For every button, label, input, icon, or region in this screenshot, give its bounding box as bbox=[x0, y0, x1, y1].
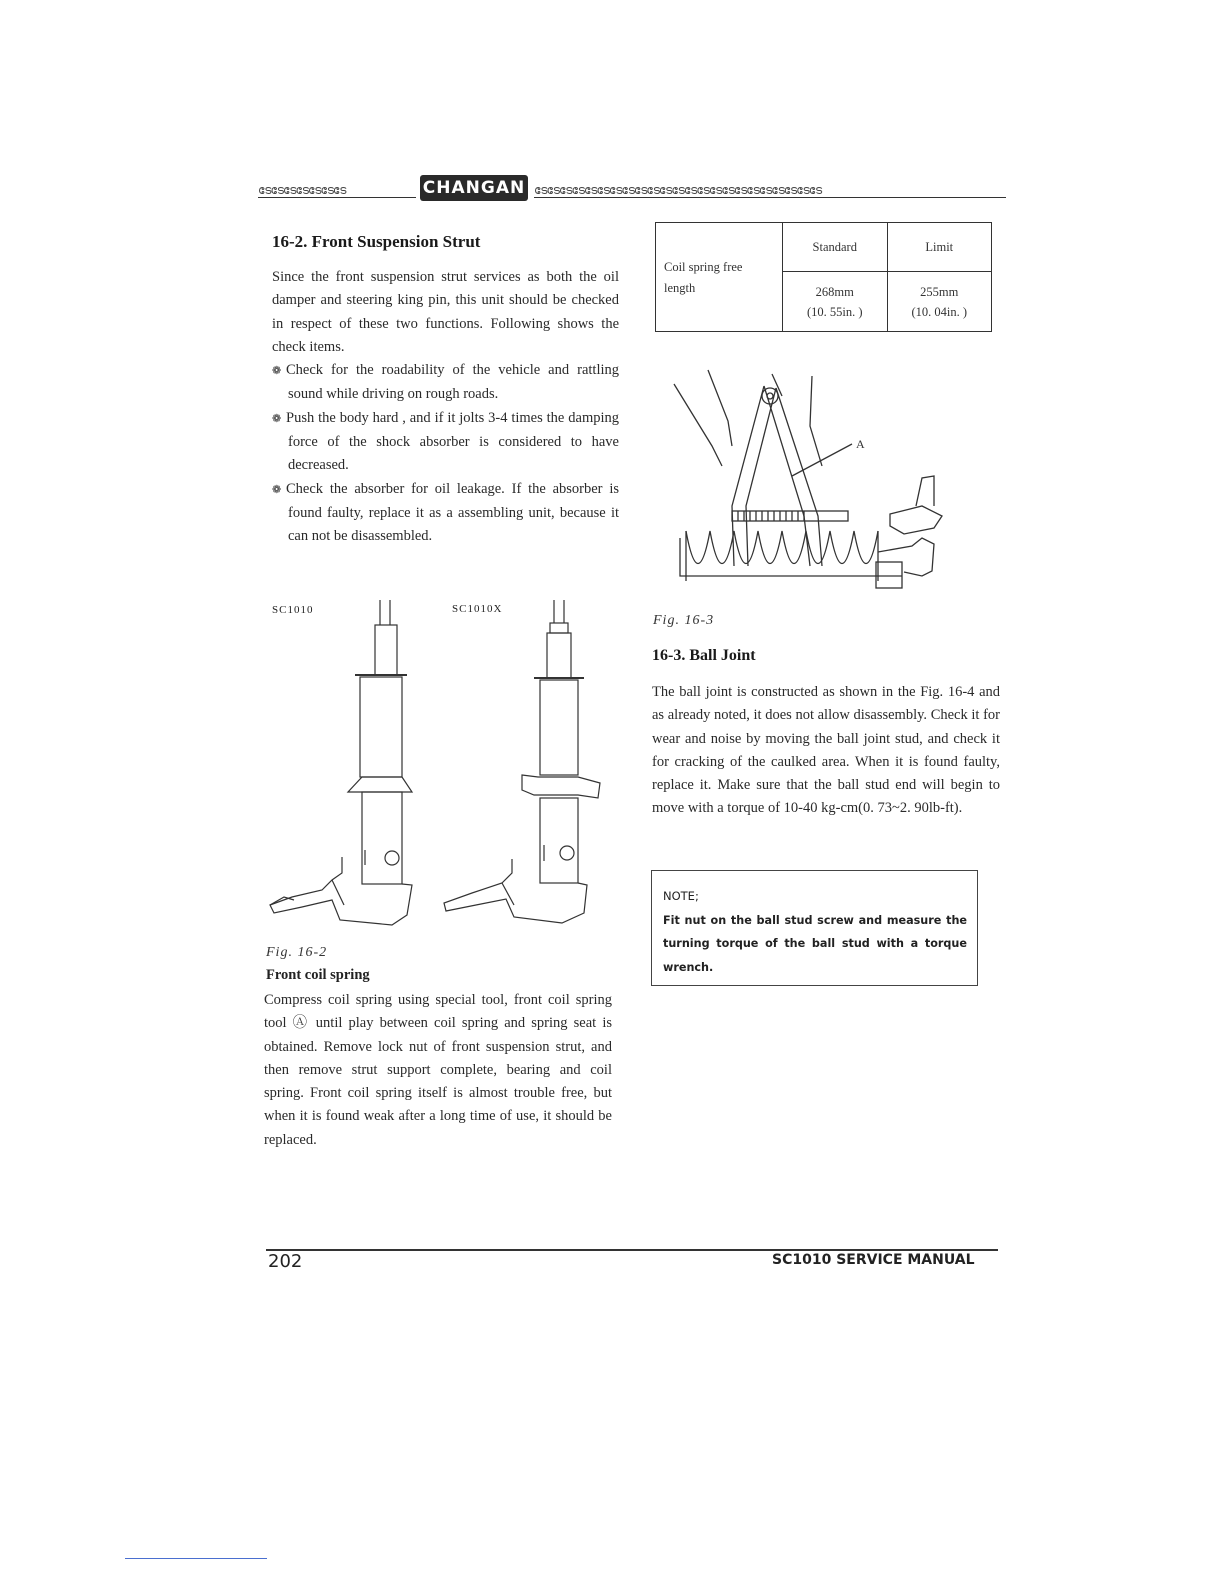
changan-logo: CHANGAN bbox=[420, 175, 528, 201]
fig-16-2-caption: Fig. 16-2 bbox=[266, 945, 328, 960]
fig-16-3-caption: Fig. 16-3 bbox=[653, 613, 715, 628]
fig-16-2-label-sc1010: SC1010 bbox=[272, 604, 314, 616]
note-title: NOTE; bbox=[663, 889, 699, 903]
spring-compressor-drawing bbox=[672, 366, 952, 596]
note-box bbox=[651, 870, 978, 986]
footer-rule bbox=[266, 1249, 998, 1251]
spec-standard-cell bbox=[783, 272, 888, 332]
spec-standard-inch: (10. 55in. ) bbox=[806, 304, 863, 319]
section-16-2-body bbox=[272, 266, 619, 549]
spec-col-limit: Limit bbox=[887, 223, 992, 272]
note-text: Fit nut on the ball stud screw and measure the turning torque of the ball stud with a torque wrench. bbox=[663, 913, 967, 974]
front-coil-spring-text: Compress coil spring using special tool, front coil spring tool Ⓐ until play between coil spring and spring seat is obtained. Remove lock nut of front suspension strut, and then remove strut support complete, bearing and coil spring. Front coil spring itself is almost trouble free, but when it is found weak after a long time of use, it should be replaced. bbox=[264, 992, 612, 1148]
spec-row-label: Coil spring free length bbox=[656, 223, 783, 332]
header-pattern-left: ടേടേടേടേടേടേടേ bbox=[258, 183, 416, 198]
section-title-ball-joint: 16-3. Ball Joint bbox=[652, 647, 756, 664]
spec-col-standard: Standard bbox=[783, 223, 888, 272]
check-item: ❁ Push the body hard , and if it jolts 3-4 times the damping force of the shock absorber is considered to have decreased. bbox=[272, 409, 619, 474]
bullet-icon: ❁ bbox=[272, 483, 282, 496]
spec-standard-value: 268mm bbox=[815, 284, 854, 299]
page-number: 202 bbox=[268, 1251, 303, 1272]
strut-assembly-drawing bbox=[262, 595, 617, 935]
spec-limit-inch: (10. 04in. ) bbox=[911, 304, 968, 319]
coil-spring-spec-table bbox=[655, 222, 992, 332]
scan-edge-line bbox=[125, 1558, 267, 1559]
intro-paragraph: Since the front suspension strut services as both the oil damper and steering king pin, this unit should be checked in respect of these two functions. Following shows the check items. bbox=[272, 269, 619, 355]
manual-title: SC1010 SERVICE MANUAL bbox=[772, 1252, 975, 1268]
spec-limit-cell bbox=[887, 272, 992, 332]
bullet-icon: ❁ bbox=[272, 412, 282, 425]
spec-limit-value: 255mm bbox=[920, 284, 959, 299]
fig-16-2-label-sc1010x: SC1010X bbox=[452, 603, 503, 615]
ball-joint-text: The ball joint is constructed as shown in the Fig. 16-4 and as already noted, it does not allow disassembly. Check it for wear and noise by moving the ball joint stud, and check it for cracking of the caulked area. When it is found faulty, replace it. Make sure that the ball stud end will begin to move with a torque of 10-40 kg-cm(0. 73~2. 90lb-ft). bbox=[652, 684, 1000, 817]
header-pattern-right: ടേടേടേടേടേടേടേടേടേടേടേടേടേടേടേടേടേടേടേടേടേടേടേ bbox=[534, 183, 1006, 198]
check-item: ❁ Check for the roadability of the vehicle and rattling sound while driving on rough roads. bbox=[272, 362, 619, 403]
section-title-front-suspension-strut: 16-2. Front Suspension Strut bbox=[272, 232, 481, 251]
fig-16-3-callout-a: A bbox=[856, 437, 865, 451]
front-coil-spring-title: Front coil spring bbox=[266, 967, 370, 983]
check-item: ❁ Check the absorber for oil leakage. If the absorber is found faulty, replace it as a assembling unit, because it can not be disassembled. bbox=[272, 480, 619, 545]
bullet-icon: ❁ bbox=[272, 365, 282, 378]
